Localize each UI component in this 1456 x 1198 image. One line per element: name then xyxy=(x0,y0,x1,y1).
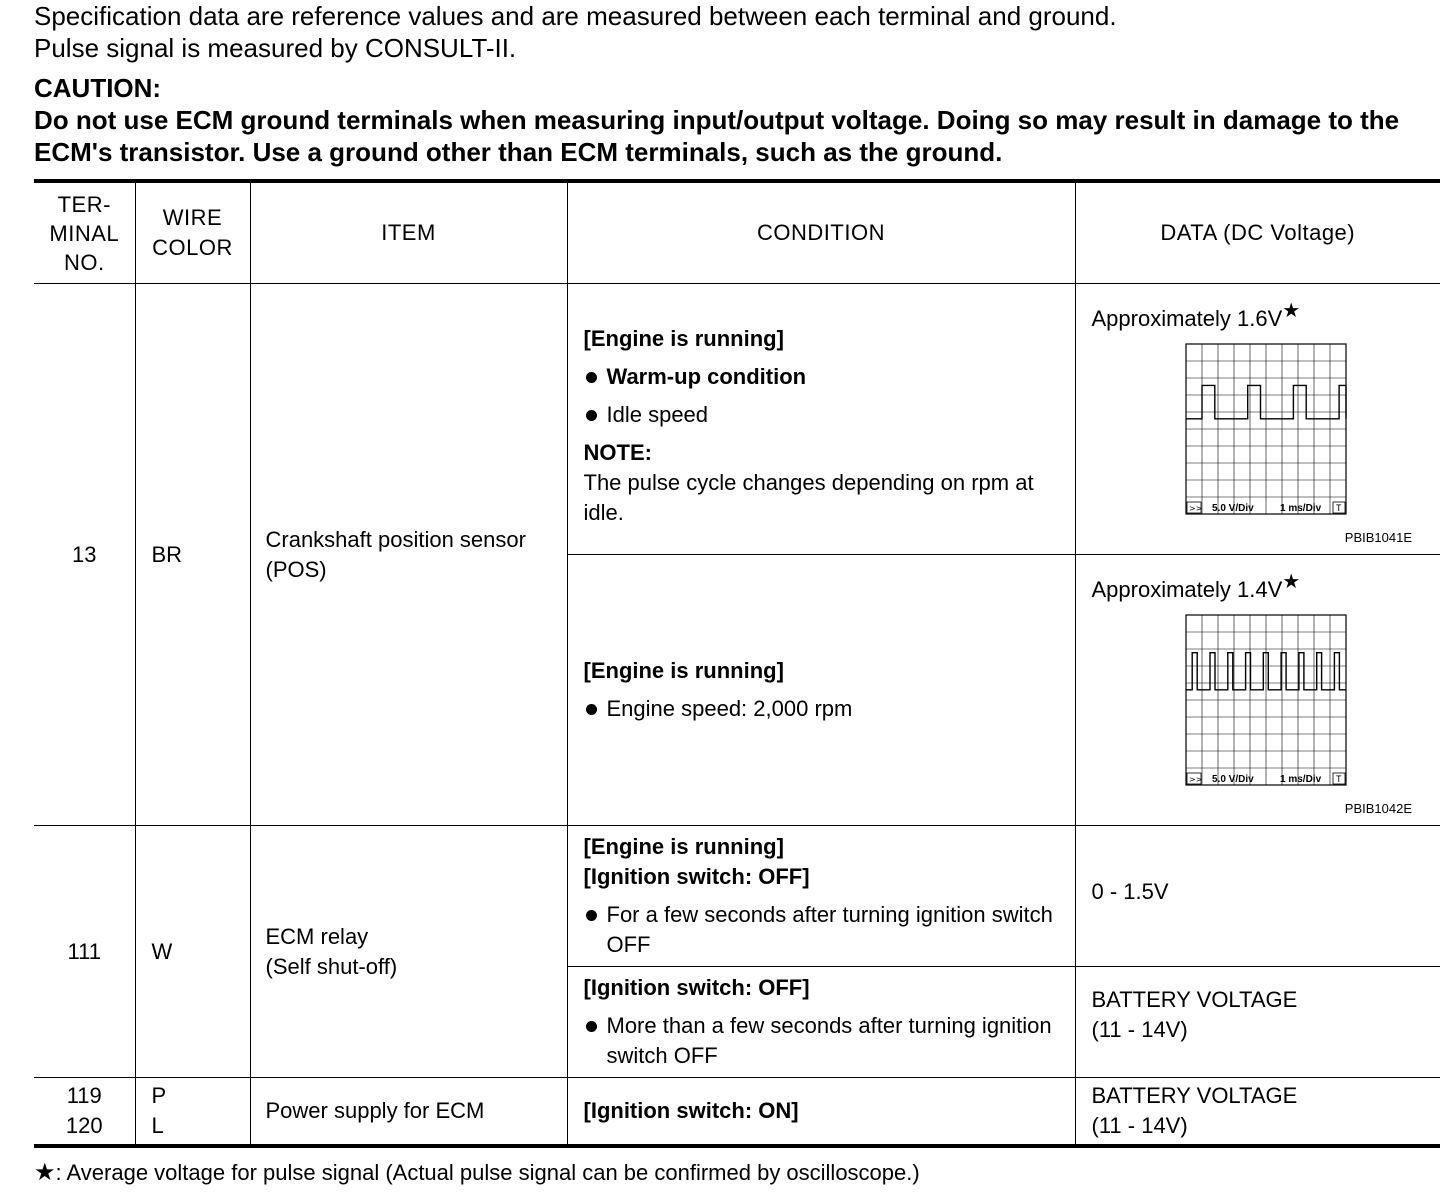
condition-state: [Engine is running] xyxy=(583,658,784,683)
data-cell xyxy=(1075,555,1440,826)
wire-color-cell: BR xyxy=(135,284,250,826)
scope-trigger-label: T xyxy=(1335,503,1341,513)
condition-bullet: More than a few seconds after turning ignition switch OFF xyxy=(584,1011,1063,1071)
header-wire-color: WIRE COLOR xyxy=(135,181,250,284)
header-condition: CONDITION xyxy=(567,181,1075,284)
note-text: The pulse cycle changes depending on rpm at idle. xyxy=(583,470,1034,525)
table-row xyxy=(34,1078,1440,1146)
condition-cell: [Ignition switch: ON] xyxy=(567,1078,1075,1146)
table-row xyxy=(34,284,1440,555)
scope-mode-glyph: >> xyxy=(1188,504,1202,513)
terminal-spec-table xyxy=(34,179,1440,1148)
condition-cell xyxy=(567,284,1075,555)
oscilloscope-waveform-idle xyxy=(1184,342,1350,522)
data-value: Approximately 1.4V★ xyxy=(1091,571,1301,602)
data-cell: 0 - 1.5V xyxy=(1075,826,1440,967)
scope-volt-scale: 5.0 V/Div xyxy=(1211,503,1254,514)
caution-text: Do not use ECM ground terminals when measuring input/output voltage. Doing so may result in damage to the ECM's transistor. Use a ground other than ECM terminals, such as the ground. xyxy=(34,105,1400,167)
footnote-text: : Average voltage for pulse signal (Actual pulse signal can be confirmed by oscilloscope.) xyxy=(55,1160,920,1185)
wire-color-cell: W xyxy=(135,826,250,1078)
condition-state: [Engine is running] xyxy=(583,834,784,859)
terminal-no-cell: 119 120 xyxy=(34,1078,135,1146)
condition-cell xyxy=(567,555,1075,826)
figure-code: PBIB1041E xyxy=(1344,530,1412,545)
terminal-no-cell: 13 xyxy=(34,284,135,826)
condition-cell xyxy=(567,967,1075,1078)
star-icon: ★ xyxy=(1282,571,1301,593)
scope-time-scale: 1 ms/Div xyxy=(1279,774,1321,785)
wire-color-cell: P L xyxy=(135,1078,250,1146)
note-title: NOTE: xyxy=(583,440,652,465)
header-terminal-no: TER- MINAL NO. xyxy=(34,181,135,284)
footnote xyxy=(34,1158,920,1188)
condition-bullet: For a few seconds after turning ignition switch OFF xyxy=(584,900,1063,960)
table-row xyxy=(34,826,1440,967)
scope-volt-scale: 5.0 V/Div xyxy=(1211,774,1254,785)
condition-bullet: Idle speed xyxy=(584,400,1063,430)
scope-mode-glyph: >> xyxy=(1188,775,1202,784)
condition-bullet: Engine speed: 2,000 rpm xyxy=(584,694,1063,724)
header-data: DATA (DC Voltage) xyxy=(1075,181,1440,284)
item-cell: Power supply for ECM xyxy=(250,1078,567,1146)
data-value: Approximately 1.6V★ xyxy=(1091,300,1301,331)
terminal-no-cell: 111 xyxy=(34,826,135,1078)
header-item: ITEM xyxy=(250,181,567,284)
condition-state: [Ignition switch: OFF] xyxy=(583,975,810,1000)
condition-bullet: Warm-up condition xyxy=(584,362,1063,392)
caution-title: CAUTION: xyxy=(34,73,162,103)
condition-state: [Ignition switch: OFF] xyxy=(583,864,810,889)
figure-code: PBIB1042E xyxy=(1344,801,1412,816)
item-cell: ECM relay (Self shut-off) xyxy=(250,826,567,1078)
item-cell: Crankshaft position sensor (POS) xyxy=(250,284,567,826)
condition-cell xyxy=(567,826,1075,967)
data-cell: BATTERY VOLTAGE (11 - 14V) xyxy=(1075,1078,1440,1146)
intro-text xyxy=(34,0,1117,64)
condition-state: [Engine is running] xyxy=(583,326,784,351)
data-cell xyxy=(1075,284,1440,555)
data-cell: BATTERY VOLTAGE (11 - 14V) xyxy=(1075,967,1440,1078)
scope-time-scale: 1 ms/Div xyxy=(1279,503,1321,514)
oscilloscope-waveform-2000rpm xyxy=(1184,613,1350,793)
star-icon: ★ xyxy=(1282,300,1301,322)
intro-line-1: Specification data are reference values and are measured between each terminal and ground. xyxy=(34,1,1117,31)
scope-trigger-label: T xyxy=(1335,774,1341,784)
star-icon: ★ xyxy=(34,1159,56,1186)
table-header-row xyxy=(34,181,1440,284)
intro-line-2: Pulse signal is measured by CONSULT-II. xyxy=(34,33,517,63)
